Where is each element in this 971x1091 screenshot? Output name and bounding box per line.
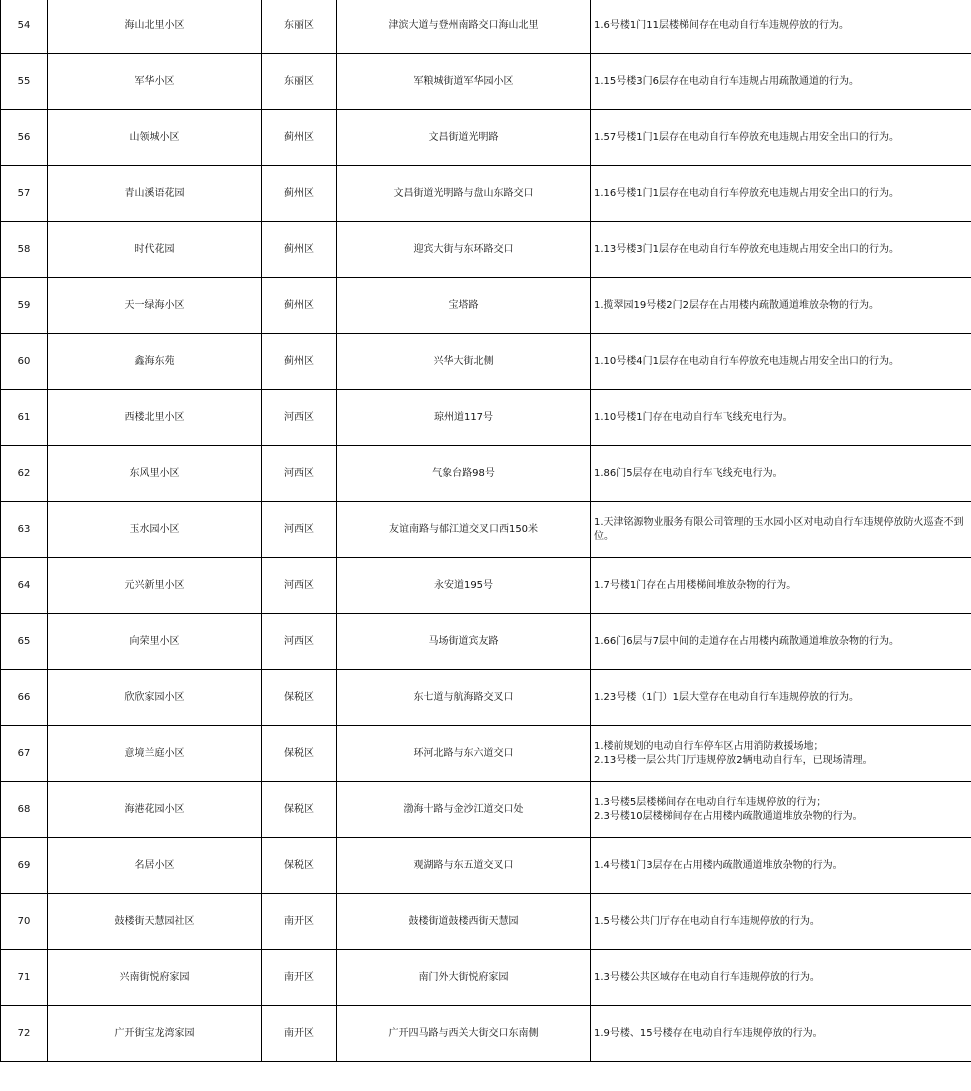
issue-cell: [591, 894, 971, 950]
community-name-cell: 海山北里小区: [48, 0, 262, 54]
table-row: [1, 614, 971, 670]
issue-line: 1.66门6层与7层中间的走道存在占用楼内疏散通道堆放杂物的行为。: [594, 635, 899, 647]
issue-cell: [591, 558, 971, 614]
issue-cell: [591, 222, 971, 278]
address-cell: 渤海十路与金沙江道交口处: [337, 782, 591, 838]
issue-cell: [591, 166, 971, 222]
community-name-cell: 西楼北里小区: [48, 390, 262, 446]
community-name-cell: 广开街宝龙湾家园: [48, 1006, 262, 1062]
table-row: [1, 334, 971, 390]
address-cell: 军粮城街道军华园小区: [337, 54, 591, 110]
table-row: [1, 110, 971, 166]
issue-line: 1.3号楼5层楼梯间存在电动自行车违规停放的行为；: [594, 796, 827, 808]
table-row: [1, 726, 971, 782]
issue-cell: [591, 446, 971, 502]
row-number-cell: 60: [1, 334, 48, 390]
community-name-cell: 欣欣家园小区: [48, 670, 262, 726]
community-name-cell: 天一绿海小区: [48, 278, 262, 334]
issue-cell: [591, 950, 971, 1006]
table-row: [1, 782, 971, 838]
table-row: [1, 894, 971, 950]
table-row: [1, 558, 971, 614]
table-row: [1, 390, 971, 446]
issue-line: 1.13号楼3门1层存在电动自行车停放充电违规占用安全出口的行为。: [594, 243, 899, 255]
community-name-cell: 向荣里小区: [48, 614, 262, 670]
table-row: [1, 446, 971, 502]
row-number-cell: 66: [1, 670, 48, 726]
district-cell: 东丽区: [262, 54, 337, 110]
issue-cell: [591, 110, 971, 166]
issue-line: 1.揽翠园19号楼2门2层存在占用楼内疏散通道堆放杂物的行为。: [594, 299, 879, 311]
row-number-cell: 59: [1, 278, 48, 334]
address-cell: 南门外大街悦府家园: [337, 950, 591, 1006]
row-number-cell: 62: [1, 446, 48, 502]
address-cell: 津滨大道与登州南路交口海山北里: [337, 0, 591, 54]
row-number-cell: 63: [1, 502, 48, 558]
row-number-cell: 54: [1, 0, 48, 54]
address-cell: 宝塔路: [337, 278, 591, 334]
community-name-cell: 名居小区: [48, 838, 262, 894]
address-cell: 迎宾大街与东环路交口: [337, 222, 591, 278]
table-row: [1, 670, 971, 726]
issue-line: 1.15号楼3门6层存在电动自行车违规占用疏散通道的行为。: [594, 75, 859, 87]
table-row: [1, 222, 971, 278]
row-number-cell: 64: [1, 558, 48, 614]
district-cell: 蓟州区: [262, 222, 337, 278]
issue-line: 1.9号楼、15号楼存在电动自行车违规停放的行为。: [594, 1027, 823, 1039]
district-cell: 保税区: [262, 726, 337, 782]
row-number-cell: 71: [1, 950, 48, 1006]
table-row: [1, 54, 971, 110]
table-row: [1, 950, 971, 1006]
issue-cell: [591, 726, 971, 782]
address-cell: 文昌街道光明路与盘山东路交口: [337, 166, 591, 222]
row-number-cell: 65: [1, 614, 48, 670]
issue-line: 1.10号楼4门1层存在电动自行车停放充电违规占用安全出口的行为。: [594, 355, 899, 367]
issue-line: 1.5号楼公共门厅存在电动自行车违规停放的行为。: [594, 915, 820, 927]
district-cell: 保税区: [262, 782, 337, 838]
issue-cell: [591, 0, 971, 54]
community-name-cell: 鑫海东苑: [48, 334, 262, 390]
row-number-cell: 55: [1, 54, 48, 110]
issue-cell: [591, 278, 971, 334]
community-name-cell: 东风里小区: [48, 446, 262, 502]
issue-line: 1.10号楼1门存在电动自行车飞线充电行为。: [594, 411, 793, 423]
district-cell: 河西区: [262, 558, 337, 614]
issue-line: 1.天津铭源物业服务有限公司管理的玉水园小区对电动自行车违规停放防火巡查不到位。: [594, 516, 964, 542]
address-cell: 鼓楼街道鼓楼西街天慧园: [337, 894, 591, 950]
row-number-cell: 61: [1, 390, 48, 446]
issue-cell: [591, 334, 971, 390]
issue-line: 1.楼前规划的电动自行车停车区占用消防救援场地；: [594, 740, 824, 752]
district-cell: 南开区: [262, 950, 337, 1006]
row-number-cell: 69: [1, 838, 48, 894]
district-cell: 保税区: [262, 670, 337, 726]
table-row: [1, 502, 971, 558]
address-cell: 文昌街道光明路: [337, 110, 591, 166]
issue-line: 1.16号楼1门1层存在电动自行车停放充电违规占用安全出口的行为。: [594, 187, 899, 199]
issue-line: 1.6号楼1门11层楼梯间存在电动自行车违规停放的行为。: [594, 19, 849, 31]
address-cell: 广开四马路与西关大街交口东南侧: [337, 1006, 591, 1062]
district-cell: 蓟州区: [262, 166, 337, 222]
issue-line: 1.3号楼公共区域存在电动自行车违规停放的行为。: [594, 971, 820, 983]
table-row: [1, 278, 971, 334]
community-name-cell: 时代花园: [48, 222, 262, 278]
address-cell: 永安道195号: [337, 558, 591, 614]
issue-cell: [591, 614, 971, 670]
issue-line: 1.57号楼1门1层存在电动自行车停放充电违规占用安全出口的行为。: [594, 131, 899, 143]
community-name-cell: 兴南街悦府家园: [48, 950, 262, 1006]
community-name-cell: 青山溪语花园: [48, 166, 262, 222]
district-cell: 蓟州区: [262, 110, 337, 166]
table-row: [1, 166, 971, 222]
address-cell: 友谊南路与郁江道交叉口西150米: [337, 502, 591, 558]
issue-cell: [591, 54, 971, 110]
issue-cell: [591, 502, 971, 558]
row-number-cell: 72: [1, 1006, 48, 1062]
row-number-cell: 67: [1, 726, 48, 782]
table-body: [1, 0, 971, 1062]
row-number-cell: 68: [1, 782, 48, 838]
issue-line: 1.23号楼（1门）1层大堂存在电动自行车违规停放的行为。: [594, 691, 859, 703]
issue-cell: [591, 838, 971, 894]
community-name-cell: 军华小区: [48, 54, 262, 110]
district-cell: 河西区: [262, 614, 337, 670]
issue-line: 1.7号楼1门存在占用楼梯间堆放杂物的行为。: [594, 579, 797, 591]
row-number-cell: 70: [1, 894, 48, 950]
district-cell: 河西区: [262, 502, 337, 558]
community-name-cell: 海港花园小区: [48, 782, 262, 838]
address-cell: 气象台路98号: [337, 446, 591, 502]
issue-cell: [591, 390, 971, 446]
address-cell: 马场街道宾友路: [337, 614, 591, 670]
district-cell: 东丽区: [262, 0, 337, 54]
address-cell: 兴华大街北侧: [337, 334, 591, 390]
district-cell: 河西区: [262, 446, 337, 502]
issue-line: 1.86门5层存在电动自行车飞线充电行为。: [594, 467, 783, 479]
address-cell: 琼州道117号: [337, 390, 591, 446]
address-cell: 环河北路与东六道交口: [337, 726, 591, 782]
table-row: [1, 838, 971, 894]
community-name-cell: 意境兰庭小区: [48, 726, 262, 782]
issue-line: 2.13号楼一层公共门厅违规停放2辆电动自行车，已现场清理。: [594, 754, 873, 766]
issue-cell: [591, 670, 971, 726]
district-cell: 南开区: [262, 894, 337, 950]
district-cell: 河西区: [262, 390, 337, 446]
district-cell: 蓟州区: [262, 334, 337, 390]
row-number-cell: 58: [1, 222, 48, 278]
district-cell: 保税区: [262, 838, 337, 894]
table-row: [1, 0, 971, 54]
community-name-cell: 玉水园小区: [48, 502, 262, 558]
community-name-cell: 元兴新里小区: [48, 558, 262, 614]
district-cell: 蓟州区: [262, 278, 337, 334]
row-number-cell: 56: [1, 110, 48, 166]
table-row: [1, 1006, 971, 1062]
address-cell: 观湖路与东五道交叉口: [337, 838, 591, 894]
issue-line: 1.4号楼1门3层存在占用楼内疏散通道堆放杂物的行为。: [594, 859, 843, 871]
community-name-cell: 鼓楼街天慧园社区: [48, 894, 262, 950]
issue-cell: [591, 782, 971, 838]
community-name-cell: 山领城小区: [48, 110, 262, 166]
issue-cell: [591, 1006, 971, 1062]
row-number-cell: 57: [1, 166, 48, 222]
address-cell: 东七道与航海路交叉口: [337, 670, 591, 726]
issue-line: 2.3号楼10层楼梯间存在占用楼内疏散通道堆放杂物的行为。: [594, 810, 863, 822]
district-cell: 南开区: [262, 1006, 337, 1062]
